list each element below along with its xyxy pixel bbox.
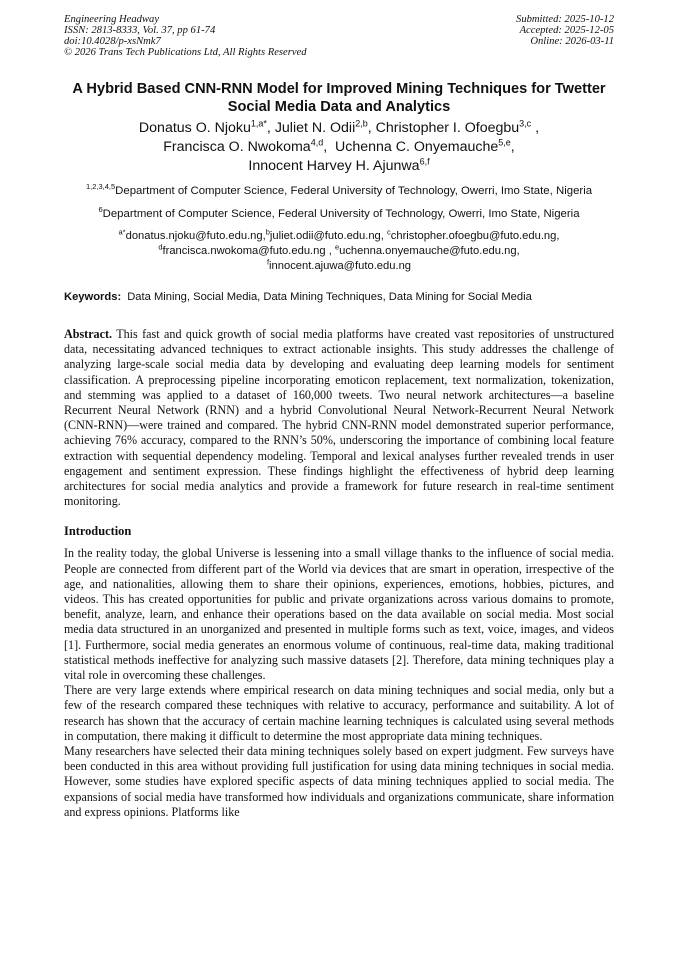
author-sup: 2,b (355, 118, 368, 129)
affiliation-2 (64, 207, 614, 222)
email-link[interactable]: donatus.njoku@futo.edu.ng, (125, 230, 266, 242)
journal-header (64, 14, 614, 58)
abstract (64, 327, 614, 509)
author-name: Uchenna C. Onyemauche (335, 139, 499, 155)
author-name: Innocent Harvey H. Ajunwa (248, 158, 420, 174)
intro-paragraph-2: There are very large extends where empirical research on data mining techniques and social media, only but a few of the research compared these techniques with relative to accuracy, performance and suitability. A lot of research has shown that the accuracy of certain machine learning techniques is calculated using several methods in computation, there making it difficult to determine the most appropriate data mining techniques. (64, 683, 614, 743)
email-link[interactable]: christopher.ofoegbu@futo.edu.ng, (390, 230, 560, 242)
affiliation-sup: 1,2,3,4,5 (85, 182, 116, 192)
affiliation-text: Department of Computer Science, Federal University of Technology, Owerri, Imo State, Nigeria (102, 208, 580, 220)
author-name: Christopher I. Ofoegbu (375, 120, 520, 136)
introduction-heading: Introduction (64, 524, 132, 539)
affiliation-sup: 6 (98, 205, 103, 215)
affiliation-text: Department of Computer Science, Federal University of Technology, Owerri, Imo State, Nigeria (115, 185, 593, 197)
journal-name: Engineering Headway (64, 14, 160, 25)
author-name: Francisca O. Nwokoma (163, 139, 311, 155)
author-name: Juliet N. Odii (274, 120, 356, 136)
issn: ISSN: 2813-8333, Vol. 37, pp 61-74 (64, 25, 216, 36)
email-sup: b (265, 227, 270, 237)
author-list: Donatus O. Njoku$^{1,a*}$, Juliet N. Odii$^{2,b}$, Christopher I. Ofoegbu$^{3,c}$ , Francisca O. Nwokoma$^{4,d}$, Uchenna C. Onyemauche$^{5,e}$, Innocent Harvey H. Ajunwa$^{6,f}$ (138, 118, 540, 174)
email-sup: a* (118, 227, 126, 237)
abstract-text: This fast and quick growth of social media platforms have created vast repositories of unstructured data, necessitating advanced techniques to extract actionable insights. This study addresses the challenge of analyzing large-scale social media data by developing and evaluating deep learning models for sentiment classification. A preprocessing pipeline incorporating emoticon replacement, text normalization, tokenization, and stemming was applied to a dataset of 160,000 tweets. Two neural network architectures—a baseline Recurrent Neural Network (RNN) and a hybrid Convolutional Neural Network-Recurrent Neural Network (CNN-RNN)—were trained and compared. The hybrid CNN-RNN model demonstrated superior performance, achieving 76% accuracy, compared to the RNN’s 50%, underscoring the importance of combining local feature extraction with sequential dependency modeling. Temporal and lexical analyses further revealed trends in user engagement and sentiment expression. These findings highlight the effectiveness of hybrid deep learning architectures for social media analytics and provide a framework for future research in real-time sentiment monitoring. (64, 327, 614, 509)
author-name: Donatus O. Njoku (138, 120, 251, 136)
email-sup: d (158, 242, 163, 252)
email-list (64, 229, 614, 274)
affiliation-1 (64, 184, 614, 199)
intro-paragraph-1: In the reality today, the global Universe is lessening into a small village thanks to the influence of social media. People are connected from different part of the World via devices that are smart in operation, irrespective of the age, and nationalities, allowing them to share their opinions, experiences, emotions, hobbies, pictures, and videos. This has created opportunities for public and private organizations across various domains to promote, benefit, analyze, learn, and enhance their operations based on the data available on social media. Most social media data structured in an unorganized and presented in multiple forms such as text, voice, images, and videos [1]. Furthermore, social media generates an enormous volume of continuous, real-time data, making traditional statistical methods ineffective for analyzing such massive datasets [2]. Therefore, data mining techniques play a vital role in overcoming these challenges. (64, 546, 614, 683)
journal-info (64, 14, 307, 58)
dates-info (516, 14, 614, 58)
author-sup: 4,d (310, 137, 324, 148)
author-sup: 6,f (419, 156, 430, 167)
paper-title: A Hybrid Based CNN-RNN Model for Improved Mining Techniques for Twetter Social Media Data and Analytics (72, 81, 606, 115)
paper-page (64, 14, 614, 820)
online-date: Online: 2026-03-11 (530, 36, 614, 47)
submitted-date: Submitted: 2025-10-12 (516, 14, 614, 25)
email-link[interactable]: innocent.ajuwa@futo.edu.ng (269, 260, 412, 272)
email-link[interactable]: juliet.odii@futo.edu.ng, (269, 230, 384, 242)
keywords-label: Keywords: (64, 291, 122, 303)
abstract-label: Abstract. (64, 327, 113, 341)
keywords (64, 290, 614, 305)
email-sup: c (387, 227, 391, 237)
email-link[interactable]: uchenna.onyemauche@futo.edu.ng, (339, 245, 520, 257)
email-link[interactable]: francisca.nwokoma@futo.edu.ng , (162, 245, 332, 257)
doi: doi:10.4028/p-xsNmk7 (64, 36, 161, 47)
author-sup: 3,c (519, 118, 532, 129)
email-sup: f (266, 257, 270, 267)
intro-paragraph-3: Many researchers have selected their data mining techniques solely based on expert judgment. Few surveys have been conducted in this area without providing full justification for using data mining techniques in social media. However, some studies have explored specific aspects of data mining techniques applied to social media. The expansions of social media have transformed how individuals and organizations communicate, share information and express opinions. Platforms like (64, 744, 614, 819)
author-sup: 5,e (498, 137, 511, 148)
keywords-text: Data Mining, Social Media, Data Mining Techniques, Data Mining for Social Media (127, 291, 532, 303)
email-sup: e (334, 242, 340, 252)
accepted-date: Accepted: 2025-12-05 (519, 25, 614, 36)
author-sup: 1,a* (250, 118, 267, 129)
copyright: © 2026 Trans Tech Publications Ltd, All Rights Reserved (64, 47, 307, 58)
